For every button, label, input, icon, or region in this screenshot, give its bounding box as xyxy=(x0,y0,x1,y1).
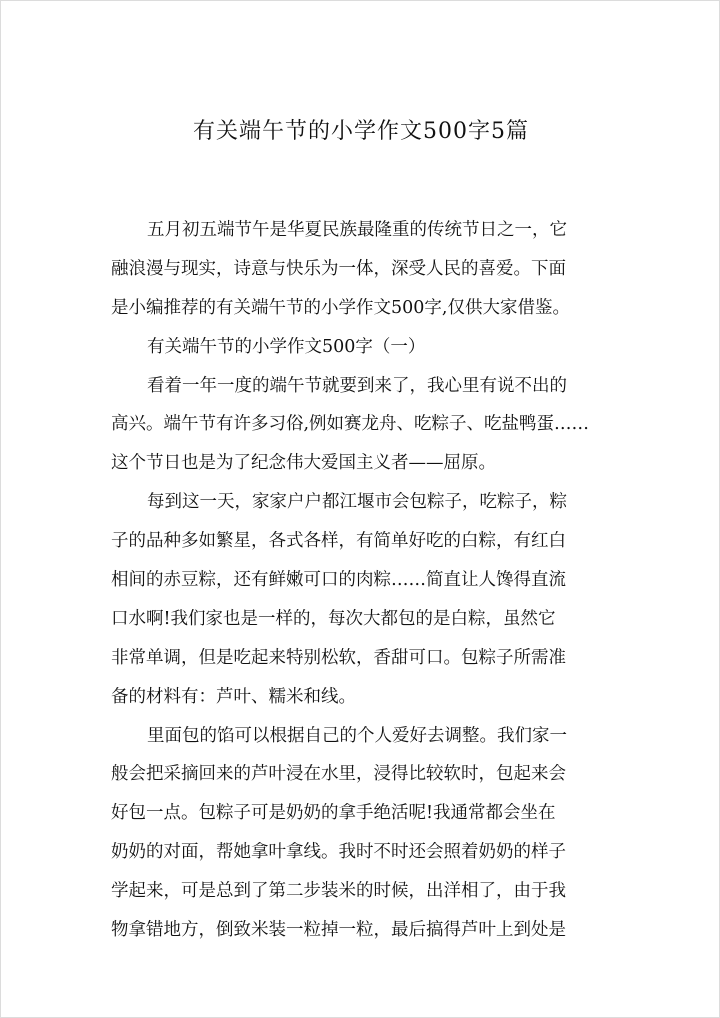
paragraph-line: 物拿错地方，倒致米装一粒掉一粒，最后搞得芦叶上到处是 xyxy=(111,920,566,941)
paragraph-line: 非常单调，但是吃起来特别松软，香甜可口。包粽子所需准 xyxy=(111,647,566,668)
paragraph-line: 高兴。端午节有许多习俗,例如赛龙舟、吃粽子、吃盐鸭蛋…… xyxy=(111,414,590,435)
paragraph-line: 看着一年一度的端午节就要到来了，我心里有说不出的 xyxy=(147,375,567,396)
paragraph-line: 里面包的馅可以根据自己的个人爱好去调整。我们家一 xyxy=(147,725,567,746)
paragraph-line: 奶奶的对面，帮她拿叶拿线。我时不时还会照着奶奶的样子 xyxy=(111,842,566,863)
paragraph-line: 般会把采摘回来的芦叶浸在水里，浸得比较软时，包起来会 xyxy=(111,764,566,785)
document-body xyxy=(111,211,611,950)
paragraph-line: 学起来，可是总到了第二步装米的时候，出洋相了，由于我 xyxy=(111,881,566,902)
paragraph-line: 每到这一天，家家户户都江堰市会包粽子，吃粽子，粽 xyxy=(147,492,567,513)
paragraph-line: 备的材料有：芦叶、糯米和线。 xyxy=(111,686,356,707)
paragraph-line: 这个节日也是为了纪念伟大爱国主义者——屈原。 xyxy=(111,453,496,474)
paragraph-line: 相间的赤豆粽，还有鲜嫩可口的肉粽……简直让人馋得直流 xyxy=(111,570,566,591)
paragraph-line: 子的品种多如繁星，各式各样，有简单好吃的白粽，有红白 xyxy=(111,531,566,552)
paragraph-line: 是小编推荐的有关端午节的小学作文500字,仅供大家借鉴。 xyxy=(111,297,570,318)
paragraph-line: 五月初五端节午是华夏民族最隆重的传统节日之一，它 xyxy=(147,220,567,240)
paragraph-line: 口水啊!我们家也是一样的，每次大都包的是白粽，虽然它 xyxy=(111,608,556,629)
paragraph-line: 融浪漫与现实，诗意与快乐为一体，深受人民的喜爱。下面 xyxy=(111,258,566,279)
paragraph-line: 好包一点。包粽子可是奶奶的拿手绝活呢!我通常都会坐在 xyxy=(111,803,556,824)
section-heading: 有关端午节的小学作文500字（一） xyxy=(147,336,426,357)
document-title: 有关端午节的小学作文500字5篇 xyxy=(193,119,529,144)
